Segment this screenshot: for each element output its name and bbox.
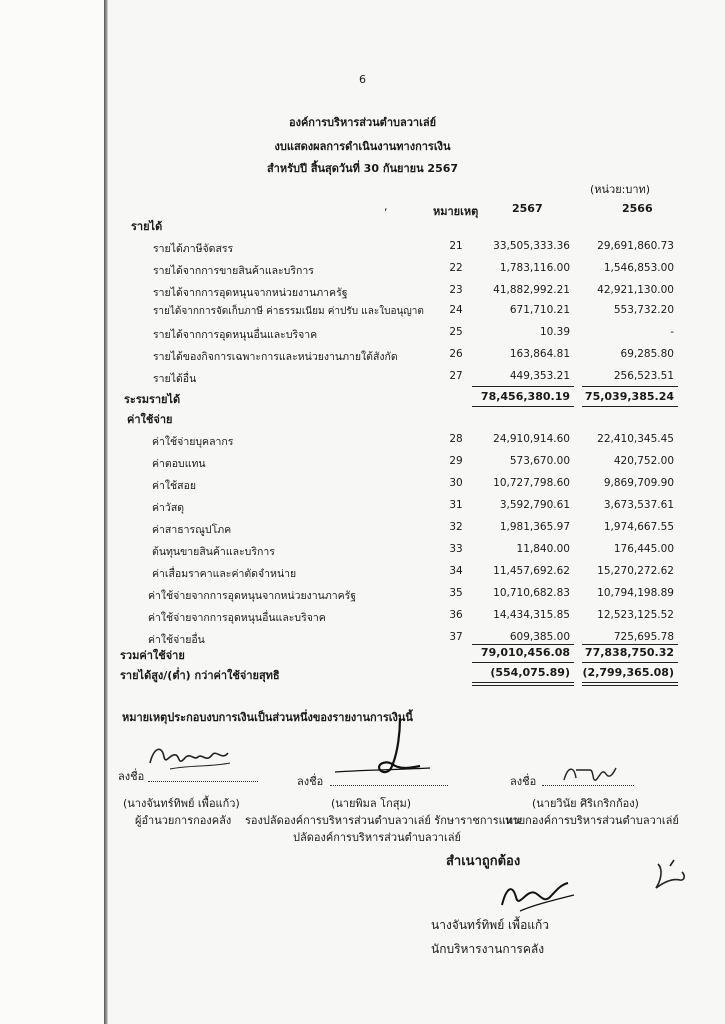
row-note: 21 bbox=[449, 240, 463, 252]
row-value-2566: - bbox=[670, 326, 674, 338]
row-value-2567: 14,434,315.85 bbox=[493, 609, 570, 621]
row-note: 22 bbox=[449, 262, 463, 274]
signatory-title-2a: รองปลัดองค์การบริหารส่วนตำบลวาเล่ย์ รักษาราชการแทน bbox=[245, 814, 521, 827]
expense-total-2566: 77,838,750.32 bbox=[584, 646, 674, 659]
statement-title: งบแสดงผลการดำเนินงานทางการเงิน bbox=[274, 140, 451, 153]
row-value-2567: 1,783,116.00 bbox=[499, 262, 570, 274]
row-note: 25 bbox=[449, 326, 463, 338]
row-note: 34 bbox=[449, 565, 463, 577]
row-value-2566: 3,673,537.61 bbox=[603, 499, 674, 511]
expense-heading: ค่าใช้จ่าย bbox=[127, 413, 173, 426]
row-note: 27 bbox=[449, 370, 463, 382]
certifier-signature bbox=[490, 875, 580, 915]
row-label: ต้นทุนขายสินค้าและบริการ bbox=[152, 546, 275, 558]
row-value-2567: 10,710,682.83 bbox=[493, 587, 570, 599]
signatory-title-2b: ปลัดองค์การบริหารส่วนตำบลวาเล่ย์ bbox=[293, 831, 461, 844]
row-value-2566: 1,974,667.55 bbox=[603, 521, 674, 533]
row-note: 36 bbox=[449, 609, 463, 621]
row-label: รายได้จากการอุดหนุนจากหน่วยงานภาครัฐ bbox=[153, 287, 348, 299]
row-value-2566: 12,523,125.52 bbox=[597, 609, 674, 621]
row-label: รายได้ของกิจการเฉพาะการและหน่วยงานภายใต้สังกัด bbox=[153, 351, 398, 363]
row-label: ค่าใช้สอย bbox=[152, 480, 197, 492]
signatory-title-1: ผู้อำนวยการกองคลัง bbox=[135, 814, 232, 827]
signature-2 bbox=[330, 712, 440, 782]
row-note: 35 bbox=[449, 587, 463, 599]
row-label: รายได้จากการขายสินค้าและบริการ bbox=[153, 265, 314, 277]
sign-label-2: ลงชื่อ bbox=[297, 775, 324, 788]
expense-row bbox=[0, 609, 725, 627]
row-label: ค่าเสื่อมราคาและค่าตัดจำหน่าย bbox=[152, 568, 297, 580]
signature-line-1 bbox=[148, 780, 258, 782]
net-double-rule-2567b bbox=[472, 685, 574, 686]
row-value-2567: 10,727,798.60 bbox=[493, 477, 570, 489]
signature-1 bbox=[140, 735, 240, 775]
expense-subtotal-rule-2567 bbox=[472, 644, 574, 645]
expense-row bbox=[0, 455, 725, 473]
row-value-2566: 1,546,853.00 bbox=[603, 262, 674, 274]
row-note: 37 bbox=[449, 631, 463, 643]
expense-row bbox=[0, 543, 725, 561]
row-value-2567: 449,353.21 bbox=[509, 370, 570, 382]
unit-label: (หน่วย:บาท) bbox=[590, 183, 651, 196]
subtotal-rule-2567 bbox=[472, 386, 574, 387]
row-note: 33 bbox=[449, 543, 463, 555]
signatory-name-2: (นายพิมล โกสุม) bbox=[331, 797, 411, 810]
net-double-rule-2567 bbox=[472, 682, 574, 683]
row-note: 26 bbox=[449, 348, 463, 360]
signatory-title-3: นายกองค์การบริหารส่วนตำบลวาเล่ย์ bbox=[505, 814, 679, 827]
row-value-2567: 1,981,365.97 bbox=[499, 521, 570, 533]
row-value-2566: 69,285.80 bbox=[620, 348, 674, 360]
row-value-2567: 3,592,790.61 bbox=[499, 499, 570, 511]
row-label: ค่าใช้จ่ายบุคลากร bbox=[152, 436, 234, 448]
initial-mark bbox=[650, 858, 695, 893]
total-rule-2566 bbox=[582, 406, 678, 407]
revenue-heading: รายได้ bbox=[131, 220, 163, 233]
row-value-2566: 10,794,198.89 bbox=[597, 587, 674, 599]
row-value-2567: 573,670.00 bbox=[509, 455, 570, 467]
net-double-rule-2566b bbox=[582, 685, 678, 686]
column-header-2566: 2566 bbox=[622, 202, 653, 215]
row-note: 23 bbox=[449, 284, 463, 296]
certifier-name: นางจันทร์ทิพย์ เพื้อแก้ว bbox=[431, 918, 550, 932]
column-header-note: หมายเหตุ bbox=[433, 205, 479, 218]
revenue-total-2566: 75,039,385.24 bbox=[584, 390, 674, 403]
row-value-2566: 256,523.51 bbox=[613, 370, 674, 382]
row-value-2566: 176,445.00 bbox=[613, 543, 674, 555]
row-value-2566: 553,732.20 bbox=[613, 304, 674, 316]
net-result-2566: (2,799,365.08) bbox=[582, 666, 674, 679]
row-value-2566: 15,270,272.62 bbox=[597, 565, 674, 577]
row-note: 28 bbox=[449, 433, 463, 445]
row-label: ค่าวัสดุ bbox=[152, 502, 185, 514]
revenue-row bbox=[0, 348, 725, 366]
signature-line-3 bbox=[542, 784, 634, 786]
row-label: รายได้ภาษีจัดสรร bbox=[153, 243, 234, 255]
certifier-title: นักบริหารงานการคลัง bbox=[431, 942, 545, 956]
org-name: องค์การบริหารส่วนตำบลวาเล่ย์ bbox=[288, 116, 437, 129]
row-label: ค่าใช้จ่ายจากการอุดหนุนจากหน่วยงานภาครัฐ bbox=[148, 590, 357, 602]
signatory-name-3: (นายวินัย ศิริเกริกก้อง) bbox=[532, 797, 639, 810]
expense-row bbox=[0, 521, 725, 539]
column-header-2567: 2567 bbox=[512, 202, 543, 215]
expense-row bbox=[0, 587, 725, 605]
row-value-2566: 725,695.78 bbox=[613, 631, 674, 643]
expense-row bbox=[0, 433, 725, 451]
statement-period: สำหรับปี สิ้นสุดวันที่ 30 กันยายน 2567 bbox=[266, 162, 459, 175]
row-value-2567: 11,840.00 bbox=[516, 543, 570, 555]
row-note: 31 bbox=[449, 499, 463, 511]
revenue-row bbox=[0, 240, 725, 258]
revenue-row bbox=[0, 262, 725, 280]
signature-line-2 bbox=[330, 784, 448, 786]
row-value-2567: 33,505,333.36 bbox=[493, 240, 570, 252]
revenue-row bbox=[0, 326, 725, 344]
row-value-2566: 420,752.00 bbox=[613, 455, 674, 467]
expense-subtotal-rule-2566 bbox=[582, 644, 678, 645]
revenue-total-label: ระรมรายได้ bbox=[124, 393, 181, 406]
row-value-2567: 11,457,692.62 bbox=[493, 565, 570, 577]
row-value-2567: 163,864.81 bbox=[509, 348, 570, 360]
expense-row bbox=[0, 565, 725, 583]
expense-total-rule-2566 bbox=[582, 662, 678, 663]
expense-total-label: รวมค่าใช้จ่าย bbox=[120, 649, 185, 662]
row-label: ค่าสาธารณูปโภค bbox=[152, 524, 232, 536]
row-note: 24 bbox=[449, 304, 463, 316]
row-value-2566: 42,921,130.00 bbox=[597, 284, 674, 296]
sign-label-3: ลงชื่อ bbox=[510, 775, 537, 788]
row-label: ค่าใช้จ่ายอื่น bbox=[148, 634, 205, 646]
row-value-2566: 29,691,860.73 bbox=[597, 240, 674, 252]
revenue-row bbox=[0, 284, 725, 302]
revenue-row bbox=[0, 304, 725, 322]
row-value-2566: 22,410,345.45 bbox=[597, 433, 674, 445]
row-value-2567: 24,910,914.60 bbox=[493, 433, 570, 445]
net-double-rule-2566 bbox=[582, 682, 678, 683]
stray-mark: , bbox=[384, 200, 388, 213]
row-label: รายได้อื่น bbox=[153, 373, 197, 385]
row-label: ค่าใช้จ่ายจากการอุดหนุนอื่นและบริจาค bbox=[148, 612, 326, 624]
row-label: รายได้จากการอุดหนุนอื่นและบริจาค bbox=[153, 329, 318, 341]
row-value-2567: 609,385.00 bbox=[509, 631, 570, 643]
signatory-name-1: (นางจันทร์ทิพย์ เพื้อแก้ว) bbox=[123, 797, 240, 810]
row-note: 32 bbox=[449, 521, 463, 533]
net-result-label: รายได้สูง/(ต่ำ) กว่าค่าใช้จ่ายสุทธิ bbox=[120, 669, 280, 682]
row-value-2567: 41,882,992.21 bbox=[493, 284, 570, 296]
certified-copy-stamp: สำเนาถูกต้อง bbox=[446, 854, 521, 869]
row-label: รายได้จากการจัดเก็บภาษี ค่าธรรมเนียม ค่าปรับ และใบอนุญาต bbox=[153, 306, 424, 317]
expense-total-rule-2567 bbox=[472, 662, 574, 663]
statement-footnote: หมายเหตุประกอบงบการเงินเป็นส่วนหนึ่งของรายงานการเงินนี้ bbox=[122, 711, 413, 724]
sign-label-1: ลงชื่อ bbox=[118, 770, 145, 783]
net-result-2567: (554,075.89) bbox=[490, 666, 570, 679]
expense-row bbox=[0, 477, 725, 495]
row-value-2566: 9,869,709.90 bbox=[603, 477, 674, 489]
row-label: ค่าตอบแทน bbox=[152, 458, 206, 470]
expense-row bbox=[0, 499, 725, 517]
row-note: 30 bbox=[449, 477, 463, 489]
total-rule-2567 bbox=[472, 406, 574, 407]
row-value-2567: 10.39 bbox=[539, 326, 570, 338]
row-note: 29 bbox=[449, 455, 463, 467]
revenue-total-2567: 78,456,380.19 bbox=[480, 390, 570, 403]
row-value-2567: 671,710.21 bbox=[509, 304, 570, 316]
subtotal-rule-2566 bbox=[582, 386, 678, 387]
page-number: 6 bbox=[359, 73, 366, 86]
expense-total-2567: 79,010,456.08 bbox=[480, 646, 570, 659]
